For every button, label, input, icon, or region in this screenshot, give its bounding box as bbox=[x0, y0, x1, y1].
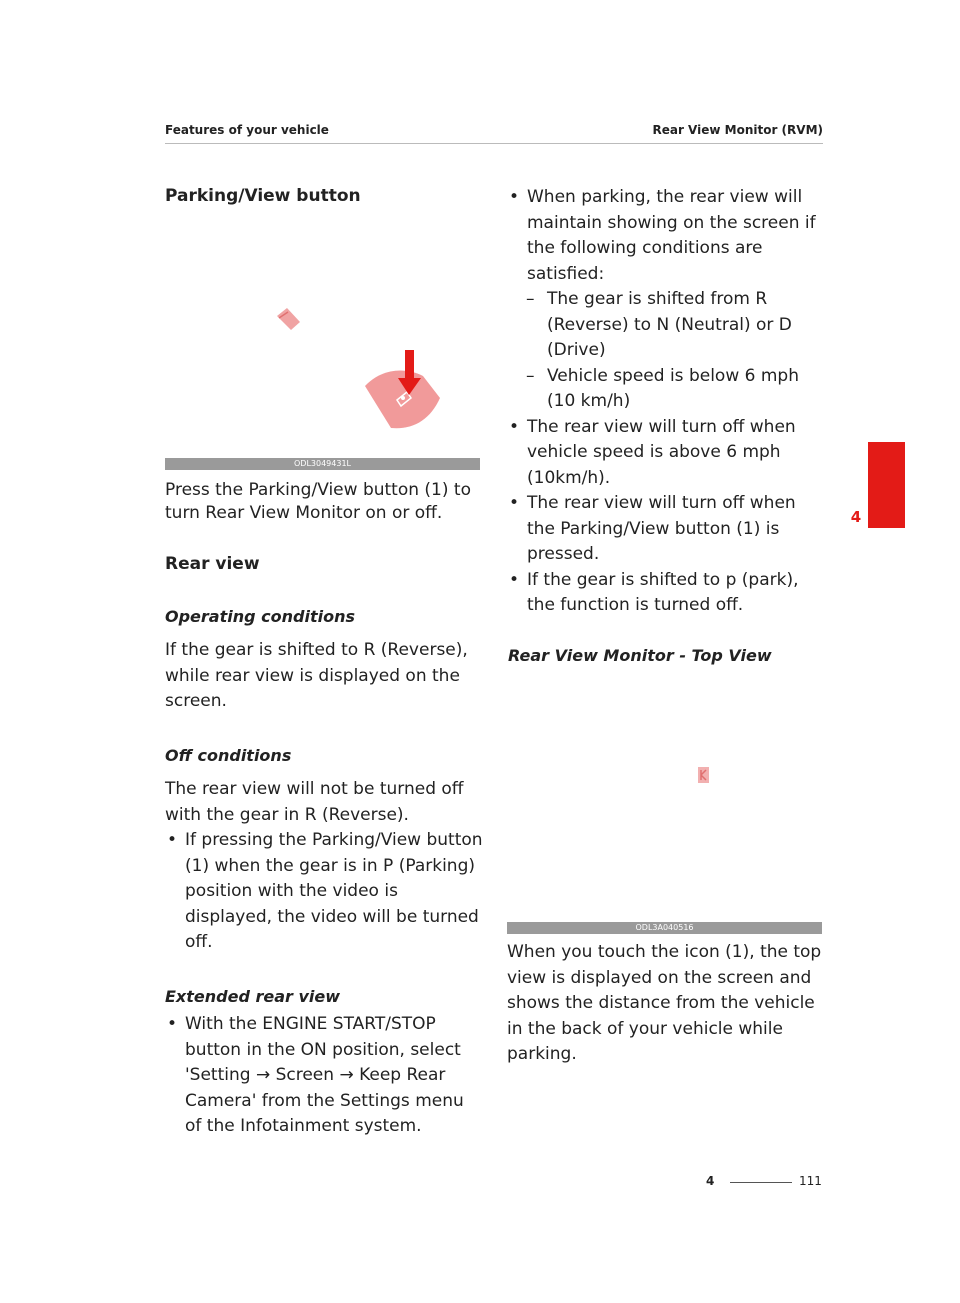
list-item: • The rear view will turn off when the Parking/View button (1) is pressed. bbox=[507, 491, 825, 568]
sub-list-item: – Vehicle speed is below 6 mph (10 km/h) bbox=[507, 364, 825, 415]
off-conditions-text: The rear view will not be turned off with the gear in R (Reverse). bbox=[165, 779, 464, 825]
top-view-title: Rear View Monitor - Top View bbox=[508, 646, 772, 665]
press-instruction: Press the Parking/View button (1) to turn Rear View Monitor on or off. bbox=[165, 480, 471, 523]
operating-conditions-text: If the gear is shifted to R (Reverse), while rear view is displayed on the screen. bbox=[165, 640, 468, 711]
list-item: • If pressing the Parking/View button (1) when the gear is in P (Parking) position with the video is displayed, the video will be turned off. bbox=[165, 828, 487, 956]
operating-conditions-title: Operating conditions bbox=[165, 607, 355, 626]
off-conditions-title: Off conditions bbox=[165, 746, 292, 765]
extended-rear-view-title: Extended rear view bbox=[165, 987, 341, 1006]
top-view-description: When you touch the icon (1), the top view is displayed on the screen and shows the distance from the vehicle in the back of your vehicle while parking. bbox=[507, 942, 822, 1064]
top-view-icon bbox=[698, 767, 709, 783]
extended-rear-view-block bbox=[165, 1012, 475, 1140]
sub-list-item: – The gear is shifted from R (Reverse) to N (Neutral) or D (Drive) bbox=[507, 287, 825, 364]
chapter-tab bbox=[868, 442, 905, 528]
list-item: • If the gear is shifted to p (park), the function is turned off. bbox=[507, 568, 825, 619]
off-conditions-block bbox=[165, 777, 487, 956]
list-item: • The rear view will turn off when vehicle speed is above 6 mph (10km/h). bbox=[507, 415, 825, 492]
footer-chapter: 4 bbox=[706, 1174, 715, 1188]
button-mark-icon bbox=[277, 308, 300, 330]
header-section-title: Features of your vehicle bbox=[165, 123, 329, 137]
figure-top-view bbox=[507, 690, 822, 920]
header-divider bbox=[165, 143, 823, 144]
figure-parking-button bbox=[165, 230, 480, 456]
chapter-number: 4 bbox=[850, 508, 862, 526]
footer-divider bbox=[730, 1182, 792, 1183]
list-item: • With the ENGINE START/STOP button in the ON position, select 'Setting → Screen → Keep Rear Camera' from the Settings menu of the Infotainment system. bbox=[165, 1012, 475, 1140]
rear-view-conditions-list bbox=[507, 185, 825, 619]
page-number: 111 bbox=[799, 1174, 822, 1188]
figure-caption: ODL3A040516 bbox=[507, 922, 822, 934]
header-topic-title: Rear View Monitor (RVM) bbox=[652, 123, 823, 137]
parking-view-title: Parking/View button bbox=[165, 186, 361, 206]
rear-view-title: Rear view bbox=[165, 554, 260, 574]
figure-caption: ODL3049431L bbox=[165, 458, 480, 470]
list-item: • When parking, the rear view will maintain showing on the screen if the following conditions are satisfied: bbox=[507, 185, 825, 287]
